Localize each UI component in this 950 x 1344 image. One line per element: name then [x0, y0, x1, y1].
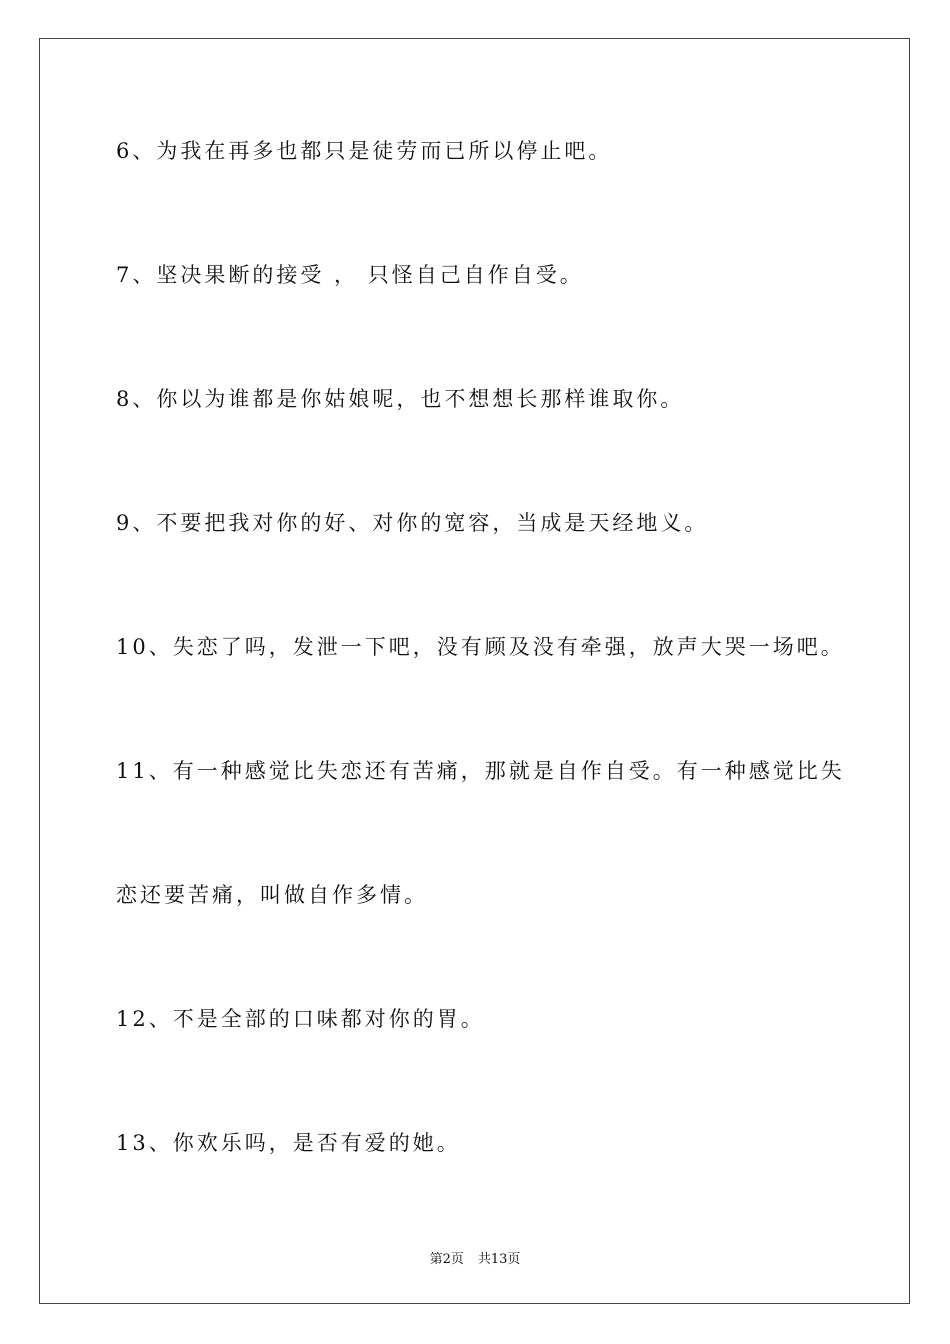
text-line-13: 13、你欢乐吗，是否有爱的她。 — [116, 1131, 461, 1155]
text-line-11-cont: 恋还要苦痛，叫做自作多情。 — [116, 883, 428, 907]
page-footer — [0, 1248, 950, 1267]
text-line-10: 10、失恋了吗，发泄一下吧，没有顾及没有牵强，放声大哭一场吧。 — [116, 635, 845, 659]
text-line-9: 9、不要把我对你的好、对你的宽容，当成是天经地义。 — [116, 511, 709, 535]
text-line-12: 12、不是全部的口味都对你的胃。 — [116, 1007, 485, 1031]
text-line-8: 8、你以为谁都是你姑娘呢，也不想想长那样谁取你。 — [116, 387, 685, 411]
text-line-11: 11、有一种感觉比失恋还有苦痛，那就是自作自受。有一种感觉比失 — [116, 759, 845, 783]
page-number: 第2页 — [429, 1252, 464, 1267]
page-total: 共13页 — [477, 1252, 521, 1267]
text-line-7: 7、坚决果断的接受 ， 只怪自己自作自受。 — [116, 263, 584, 287]
page-border — [39, 38, 910, 1304]
text-line-6: 6、为我在再多也都只是徒劳而已所以停止吧。 — [116, 139, 613, 163]
